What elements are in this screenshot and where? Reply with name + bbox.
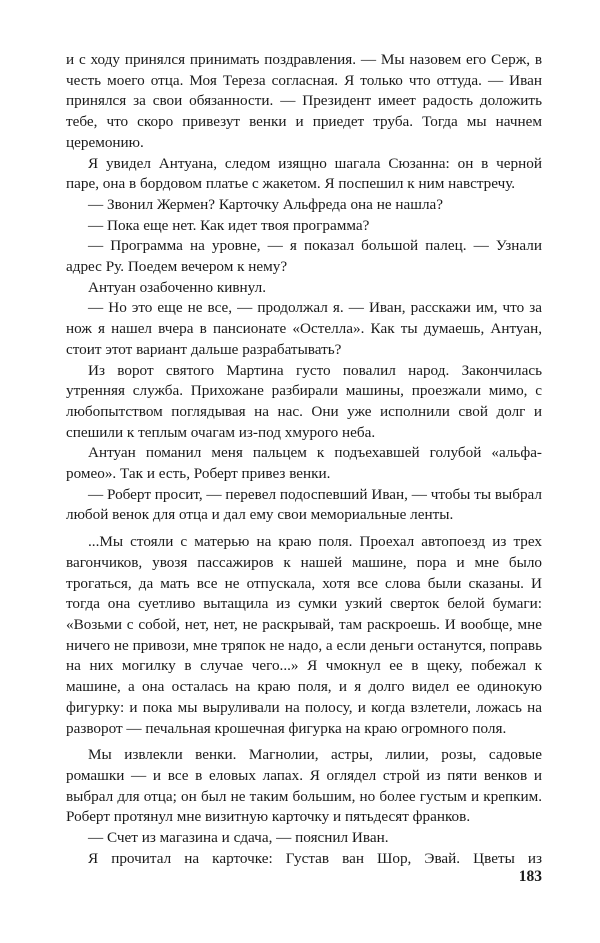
paragraph: Мы извлекли венки. Магнолии, астры, лилии, розы, садовые ромашки — и все в еловых лапах. Я оглядел строй из пяти венков и выбрал для отца; он был не таким большим, но более густым и крепким. Роберт протянул мне визитную карточку и пятьдесят франков. — [66, 746, 542, 826]
page-body-text — [66, 50, 542, 869]
paragraph: — Роберт просит, — перевел подоспевший Иван, — чтобы ты выбрал любой венок для отца и дал ему свои мемориальные ленты. — [66, 485, 542, 524]
paragraph: Антуан озабоченно кивнул. — [88, 278, 266, 296]
paragraph: — Пока еще нет. Как идет твоя программа? — [88, 216, 370, 234]
paragraph: Из ворот святого Мартина густо повалил народ. Закончилась утренняя служба. Прихожане разбирали машины, проезжали мимо, с любопытством поглядывая на нас. Они уже исполнили свой долг и спешили к теплым очагам из-под хмурого неба. — [66, 361, 542, 441]
paragraph: Я прочитал на карточке: Густав ван Шор, Эвай. Цветы из — [88, 849, 542, 867]
paragraph: — Но это еще не все, — продолжал я. — Иван, расскажи им, что за нож я нашел вчера в пансионате «Остелла». Как ты думаешь, Антуан, стоит этот вариант дальше разрабатывать? — [66, 299, 542, 358]
paragraph: — Звонил Жермен? Карточку Альфреда она не нашла? — [88, 195, 443, 213]
paragraph: Антуан поманил меня пальцем к подъехавшей голубой «альфа-ромео». Так и есть, Роберт привез венки. — [66, 444, 542, 483]
paragraph: и с ходу принялся принимать поздравления. — Мы назовем его Серж, в честь моего отца. Моя Тереза согласная. Я только что оттуда. — Иван принялся за свои обязанности. — Президент имеет радость доложить тебе, что скоро привезут венки и приедет труба. Тогда мы начнем церемонию. — [66, 51, 542, 151]
paragraph: — Программа на уровне, — я показал большой палец. — Узнали адрес Ру. Поедем вечером к нему? — [66, 237, 542, 276]
page-number: 183 — [518, 868, 542, 885]
paragraph: ...Мы стояли с матерью на краю поля. Проехал автопоезд из трех вагончиков, увозя пассажиров к нашей машине, пора и мне было трогаться, да мать все не отпускала, хотя все слова были сказаны. И тогда она суетливо вытащила из сумки узкий сверток белой бумаги: «Возьми с собой, нет, нет, не раскрывай, там раскроешь. И вообще, мне ничего не привози, мне тряпок не надо, а если деньги останутся, поправь на них могилку в случае чего...» Я чмокнул ее в щеку, побежал к машине, а она осталась на краю поля, и я долго видел ее одинокую фигурку: и пока мы выруливали на полосу, и когда взлетели, ложась на разворот — печальная крошечная фигурка на краю огромного поля. — [66, 533, 542, 737]
paragraph: Я увидел Антуана, следом изящно шагала Сюзанна: он в черной паре, она в бордовом платье с жакетом. Я поспешил к ним навстречу. — [66, 154, 542, 193]
paragraph: — Счет из магазина и сдача, — пояснил Иван. — [88, 829, 389, 847]
